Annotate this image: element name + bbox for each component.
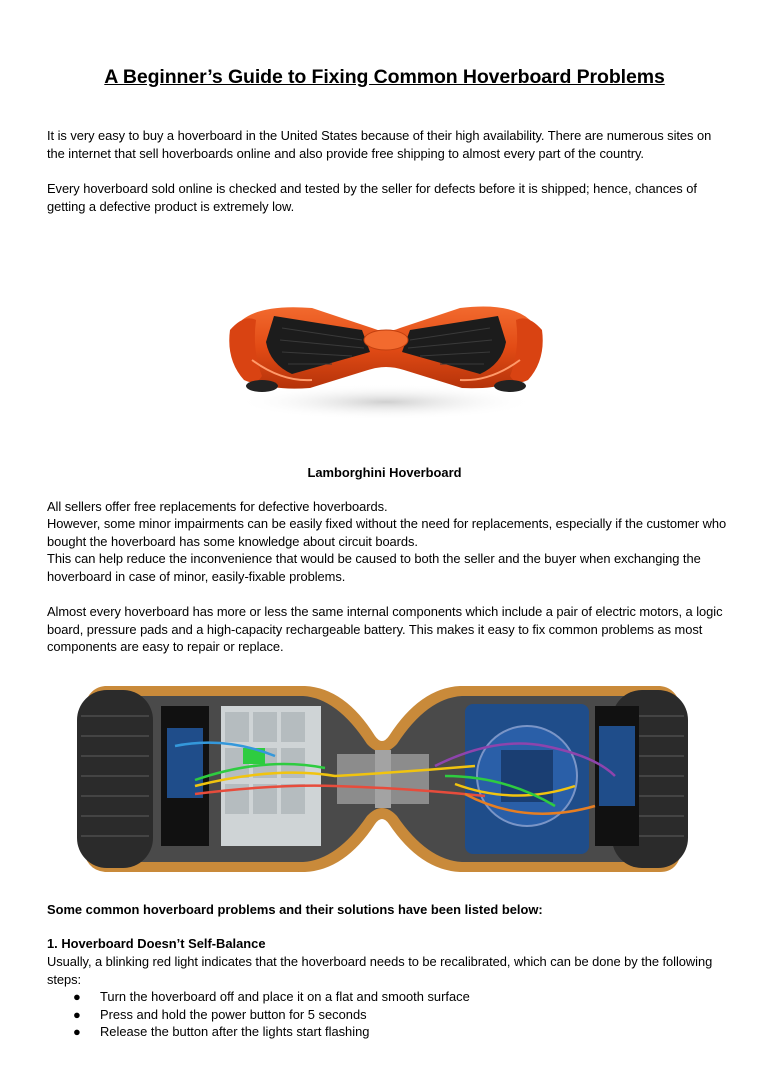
step-text: Turn the hoverboard off and place it on a flat and smooth surface: [100, 989, 470, 1004]
intro-paragraph-1: It is very easy to buy a hoverboard in the United States because of their high availability. There are numerous sites on the internet that sell hoverboards online and also provide free shipping to almost every part of the country.: [47, 128, 712, 161]
list-item: [73, 988, 470, 1006]
body-paragraph-2: However, some minor impairments can be easily fixed without the need for replacements, especially if the customer who bought the hoverboard has some knowledge about circuit boards.: [47, 516, 727, 549]
body-paragraph-1: All sellers offer free replacements for defective hoverboards.: [47, 499, 388, 514]
step-text: Release the button after the lights start flashing: [100, 1024, 370, 1040]
lamborghini-hoverboard-image: [222, 290, 550, 450]
hoverboard-internals-image: [75, 676, 690, 881]
step-text: Press and hold the power button for 5 seconds: [100, 1006, 367, 1022]
intro-paragraph-2: Every hoverboard sold online is checked and tested by the seller for defects before it is shipped; hence, chances of getting a defective product is extremely low.: [47, 181, 697, 214]
list-item: [73, 1006, 470, 1024]
body-paragraph-4: Almost every hoverboard has more or less the same internal components which include a pair of electric motors, a logic board, pressure pads and a high-capacity rechargeable battery. This makes it easy to fix common problems as most components are easy to repair or replace.: [47, 604, 723, 655]
recalibration-steps: [73, 988, 470, 1041]
problem-1-text: Usually, a blinking red light indicates that the hoverboard needs to be recalibrated, which can be done by the following steps:: [47, 954, 713, 987]
bullet-icon: ●: [73, 1006, 81, 1022]
problem-1-heading: 1. Hoverboard Doesn’t Self-Balance: [47, 936, 266, 951]
bullet-icon: ●: [73, 1024, 81, 1040]
bullet-icon: ●: [73, 989, 81, 1004]
list-item: [73, 1023, 470, 1041]
body-paragraph-3: This can help reduce the inconvenience that would be caused to both the seller and the buyer when exchanging the hoverboard in case of minor, easily-fixable problems.: [47, 551, 701, 584]
page-title: A Beginner’s Guide to Fixing Common Hoverboard Problems: [104, 66, 665, 88]
image-caption: Lamborghini Hoverboard: [307, 465, 462, 480]
section-intro: Some common hoverboard problems and their solutions have been listed below:: [47, 902, 543, 917]
